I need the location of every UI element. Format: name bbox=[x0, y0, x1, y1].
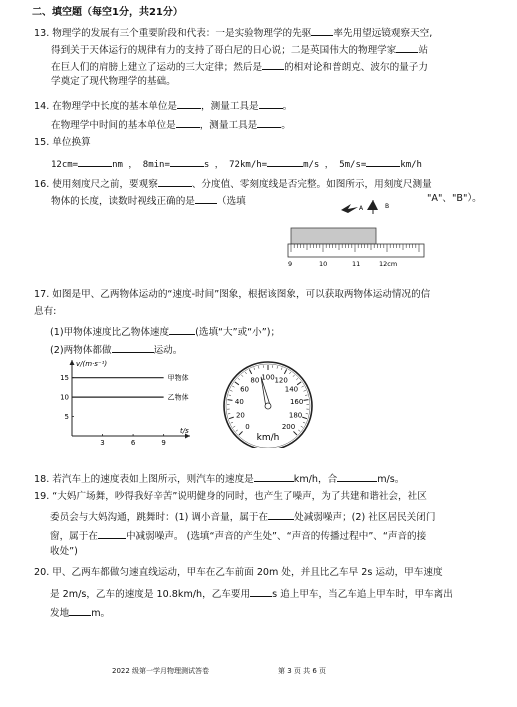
answer-blank[interactable] bbox=[267, 155, 303, 167]
q19-line-1: 19. “大妈广场舞，吵得我好辛苦”说明健身的同时，也产生了噪声，为了共建和谐社会，社区 bbox=[34, 491, 427, 502]
label-a: A bbox=[359, 205, 364, 212]
answer-blank[interactable] bbox=[262, 58, 284, 70]
y-tick-label: 15 bbox=[60, 374, 69, 383]
tick-label: 12cm bbox=[379, 260, 398, 268]
tick-label: 10 bbox=[319, 260, 328, 268]
answer-blank[interactable] bbox=[195, 192, 217, 204]
q15-title: 15. 单位换算 bbox=[34, 137, 91, 148]
needle-hub bbox=[265, 403, 271, 409]
section-title: 二、填空题（每空1分，共21分） bbox=[32, 7, 183, 18]
series-label: 甲物体 bbox=[167, 374, 189, 383]
ruler-figure bbox=[285, 196, 427, 270]
answer-blank[interactable] bbox=[366, 155, 400, 167]
footer-page-number: 第 3 页 共 6 页 bbox=[278, 667, 327, 675]
answer-blank[interactable] bbox=[254, 470, 294, 482]
answer-blank[interactable] bbox=[268, 508, 294, 520]
question-18: 18. 若汽车上的速度表如上图所示，则汽车的速度是 km/h，合 m/s。 bbox=[34, 470, 404, 487]
speed-label: 0 bbox=[245, 423, 250, 432]
q13-line-3: 在巨人们的肩膀上建立了运动的三大定律；然后是 的相对论和普朗克、波尔的量子力 bbox=[51, 58, 428, 75]
q13-line-1: 13. 物理学的发展有三个重要阶段和代表：一是实验物理学的先驱 率先用望远镜观察天空, bbox=[34, 24, 432, 41]
q20-line-2: 是 2m/s，乙车的速度是 10.8km/h，乙车要用 s 追上甲车，当乙车追上甲车时，甲车离出 bbox=[50, 585, 453, 602]
y-axis-label: v/(m·s⁻¹) bbox=[76, 360, 108, 368]
y-tick-label: 10 bbox=[60, 393, 69, 402]
q14-line-2: 在物理学中时间的基本单位是 ，测量工具是 。 bbox=[51, 116, 291, 133]
q17-line-2: 息有: bbox=[34, 306, 57, 317]
speed-label: 140 bbox=[284, 385, 299, 394]
q13-line-4: 学奠定了现代物理学的基础。 bbox=[51, 76, 176, 87]
speed-label: 100 bbox=[261, 373, 275, 382]
speed-label: 20 bbox=[235, 411, 245, 420]
q19-line-2: 委员会与大妈沟通，跳舞时：(1) 调小音量，属于在 处减弱噪声；(2) 社区居民关闭门 bbox=[50, 508, 435, 525]
answer-blank[interactable] bbox=[257, 116, 281, 128]
ruler bbox=[288, 244, 424, 257]
answer-blank[interactable] bbox=[98, 527, 126, 539]
answer-blank[interactable] bbox=[69, 604, 91, 616]
answer-blank[interactable] bbox=[177, 97, 201, 109]
q20-line-1: 20. 甲、乙两车都做匀速直线运动，甲车在乙车前面 20m 处，并且比乙车早 2s 运动，甲车速度 bbox=[34, 567, 443, 578]
q19-line-4: 收处”) bbox=[50, 546, 78, 557]
y-axis-arrow-icon bbox=[70, 360, 75, 365]
measured-object bbox=[291, 228, 376, 244]
speed-unit: km/h bbox=[256, 433, 280, 443]
speed-label: 40 bbox=[234, 397, 244, 406]
x-axis-label: t/s bbox=[180, 427, 189, 435]
y-tick-label: 5 bbox=[64, 413, 69, 422]
x-tick-label: 3 bbox=[100, 439, 105, 447]
speed-label: 120 bbox=[274, 376, 288, 385]
q13-line-2: 得到关于天体运行的规律有力的支持了哥白尼的日心说；二是英国伟大的物理学家 站 bbox=[51, 41, 428, 58]
q19-line-3: 窗，属于在 中减弱噪声。 (选填“声音的产生处”、“声音的传播过程中”、“声音的接 bbox=[50, 527, 426, 544]
answer-blank[interactable] bbox=[396, 41, 418, 53]
speed-label: 180 bbox=[288, 411, 303, 420]
footer-left: 2022 级第一学月物理测试答卷 bbox=[112, 667, 210, 675]
answer-blank[interactable] bbox=[158, 175, 192, 187]
q16-line-2-end: "A"、"B"）。 bbox=[427, 193, 482, 204]
q17-line-3: (1)甲物体速度比乙物体速度 (选填“大”或“小”)； bbox=[50, 323, 280, 340]
q16-line-2: 物体的长度，读数时视线正确的是 （选填 bbox=[51, 192, 246, 209]
q20-line-3: 发地 m。 bbox=[50, 604, 110, 621]
tick-label: 9 bbox=[288, 260, 293, 268]
speed-label: 200 bbox=[281, 423, 296, 432]
answer-blank[interactable] bbox=[259, 97, 283, 109]
answer-blank[interactable] bbox=[250, 585, 272, 597]
x-tick-label: 6 bbox=[130, 439, 136, 447]
q15-conversions: 12cm= nm ， 8min= s ， 72km/h= m/s ， 5m/s= km/h bbox=[51, 155, 422, 172]
eye-b-icon bbox=[367, 200, 378, 214]
tick-label: 11 bbox=[352, 260, 361, 268]
q14-line-1: 14. 在物理学中长度的基本单位是 ，测量工具是 。 bbox=[34, 97, 292, 114]
label-b: B bbox=[385, 203, 390, 210]
answer-blank[interactable] bbox=[311, 24, 333, 36]
q16-line-1: 16. 使用刻度尺之前，要观察 、分度值、零刻度线是否完整。如图所示，用刻度尺测量 bbox=[34, 175, 432, 192]
speed-label: 160 bbox=[289, 397, 304, 406]
answer-blank[interactable] bbox=[337, 470, 377, 482]
answer-blank[interactable] bbox=[170, 155, 204, 167]
series-label: 乙物体 bbox=[167, 393, 189, 402]
x-tick-label: 9 bbox=[161, 439, 166, 447]
answer-blank[interactable] bbox=[78, 155, 112, 167]
q17-line-4: (2)两物体都做 运动。 bbox=[50, 341, 182, 358]
speedometer bbox=[212, 356, 324, 448]
eye-a-icon bbox=[341, 204, 358, 213]
answer-blank[interactable] bbox=[176, 116, 200, 128]
q17-line-1: 17. 如图是甲、乙两物体运动的“速度-时间”图象，根据该图象，可以获取两物体运动情况的信 bbox=[34, 289, 431, 300]
answer-blank[interactable] bbox=[169, 323, 195, 335]
speed-label: 60 bbox=[240, 385, 249, 394]
speed-label: 80 bbox=[250, 376, 260, 385]
velocity-time-chart bbox=[50, 358, 200, 450]
answer-blank[interactable] bbox=[112, 341, 154, 353]
